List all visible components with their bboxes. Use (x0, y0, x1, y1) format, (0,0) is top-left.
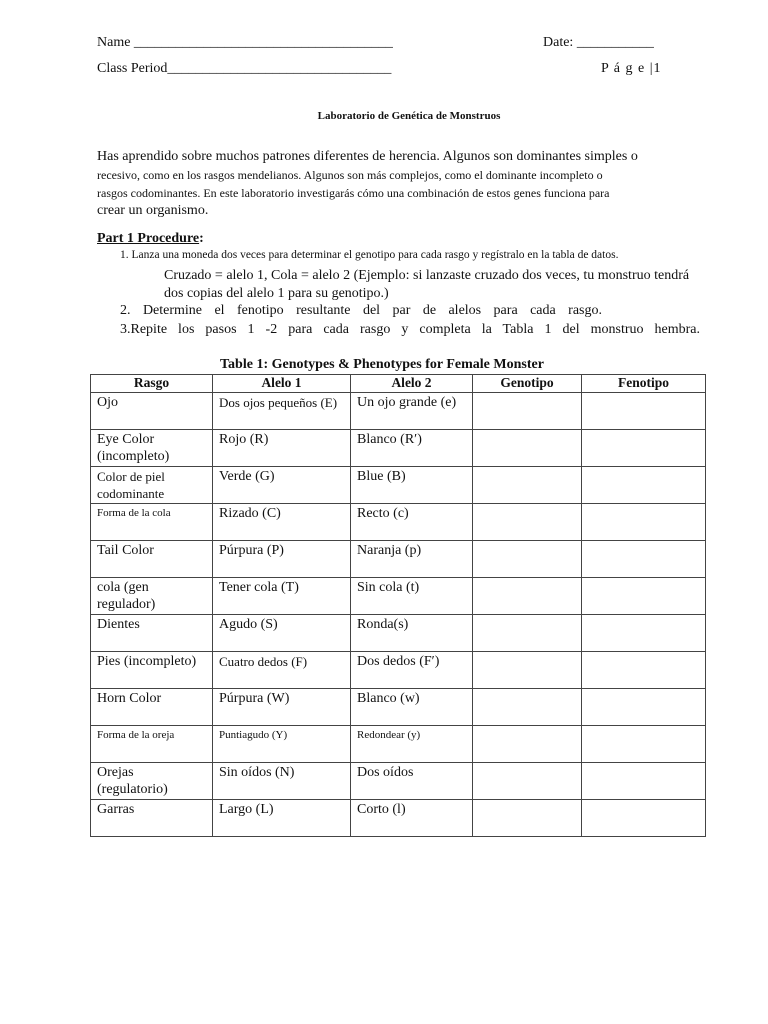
fenotipo-cell[interactable] (582, 504, 706, 541)
intro-line-1: Has aprendido sobre muchos patrones diferentes de herencia. Algunos son dominantes simples o (97, 149, 638, 164)
alelo2-cell: Un ojo grande (e) (351, 393, 473, 430)
procedure-heading-text: Part 1 Procedure (97, 231, 200, 246)
table-row (91, 652, 706, 689)
col-header-genotipo: Genotipo (473, 375, 582, 393)
table-row (91, 615, 706, 652)
alelo1-cell: Dos ojos pequeños (E) (213, 393, 351, 430)
alelo2-cell: Naranja (p) (351, 541, 473, 578)
genotipo-cell[interactable] (473, 615, 582, 652)
rasgo-cell: Color de piel codominante (91, 467, 213, 504)
col-header-rasgo: Rasgo (91, 375, 213, 393)
alelo1-cell: Rizado (C) (213, 504, 351, 541)
procedure-step-1-detail: Cruzado = alelo 1, Cola = alelo 2 (Ejemplo: si lanzaste cruzado dos veces, tu monstruo tendrá dos copias del alelo 1 para su genotipo.) (164, 268, 690, 301)
rasgo-cell: Forma de la oreja (91, 726, 213, 763)
rasgo-cell: Forma de la cola (91, 504, 213, 541)
genotipo-cell[interactable] (473, 726, 582, 763)
fenotipo-cell[interactable] (582, 541, 706, 578)
table-row (91, 689, 706, 726)
alelo1-cell: Largo (L) (213, 800, 351, 837)
alelo1-cell: Rojo (R) (213, 430, 351, 467)
fenotipo-cell[interactable] (582, 763, 706, 800)
table-row (91, 541, 706, 578)
procedure-step-2: 2. Determine el fenotipo resultante del par de alelos para cada rasgo. (120, 303, 602, 318)
date-field[interactable]: Date: ___________ (543, 35, 654, 50)
alelo1-cell: Agudo (S) (213, 615, 351, 652)
rasgo-cell: Eye Color (incompleto) (91, 430, 213, 467)
table-caption: Table 1: Genotypes & Phenotypes for Female Monster (220, 357, 544, 372)
alelo2-cell: Dos oídos (351, 763, 473, 800)
genotipo-cell[interactable] (473, 504, 582, 541)
alelo2-cell: Corto (l) (351, 800, 473, 837)
rasgo-cell: Garras (91, 800, 213, 837)
table-row (91, 504, 706, 541)
procedure-heading (97, 231, 204, 247)
alelo1-cell: Verde (G) (213, 467, 351, 504)
alelo1-cell: Púrpura (W) (213, 689, 351, 726)
intro-line-3: rasgos codominantes. En este laboratorio investigarás cómo una combinación de estos genes funciona para (97, 186, 610, 200)
table-row (91, 726, 706, 763)
alelo2-cell: Redondear (y) (351, 726, 473, 763)
table-row (91, 430, 706, 467)
col-header-fenotipo: Fenotipo (582, 375, 706, 393)
alelo2-cell: Ronda(s) (351, 615, 473, 652)
rasgo-cell: Pies (incompleto) (91, 652, 213, 689)
fenotipo-cell[interactable] (582, 393, 706, 430)
alelo1-cell: Cuatro dedos (F) (213, 652, 351, 689)
col-header-alelo2: Alelo 2 (351, 375, 473, 393)
fenotipo-cell[interactable] (582, 615, 706, 652)
fenotipo-cell[interactable] (582, 430, 706, 467)
genotipo-cell[interactable] (473, 467, 582, 504)
fenotipo-cell[interactable] (582, 726, 706, 763)
name-field[interactable]: Name _____________________________________ (97, 35, 393, 50)
table-row (91, 578, 706, 615)
class-period-field[interactable]: Class Period________________________________ (97, 61, 392, 76)
alelo1-cell: Sin oídos (N) (213, 763, 351, 800)
alelo2-cell: Dos dedos (F′) (351, 652, 473, 689)
alelo2-cell: Blanco (w) (351, 689, 473, 726)
genotipo-cell[interactable] (473, 541, 582, 578)
fenotipo-cell[interactable] (582, 800, 706, 837)
fenotipo-cell[interactable] (582, 578, 706, 615)
rasgo-cell: Horn Color (91, 689, 213, 726)
document-title: Laboratorio de Genética de Monstruos (317, 110, 501, 122)
genotipo-cell[interactable] (473, 430, 582, 467)
procedure-heading-colon: : (199, 231, 204, 246)
table-row (91, 800, 706, 837)
table-row (91, 393, 706, 430)
alelo2-cell: Blanco (R′) (351, 430, 473, 467)
genotipo-cell[interactable] (473, 689, 582, 726)
rasgo-cell: Orejas (regulatorio) (91, 763, 213, 800)
rasgo-cell: Tail Color (91, 541, 213, 578)
alelo2-cell: Sin cola (t) (351, 578, 473, 615)
alelo2-cell: Blue (B) (351, 467, 473, 504)
procedure-step-1: 1. Lanza una moneda dos veces para determinar el genotipo para cada rasgo y regístralo en la tabla de datos. (120, 249, 619, 261)
genotipo-cell[interactable] (473, 763, 582, 800)
rasgo-cell: Ojo (91, 393, 213, 430)
intro-line-4: crear un organismo. (97, 203, 209, 218)
alelo1-cell: Tener cola (T) (213, 578, 351, 615)
intro-line-2: recesivo, como en los rasgos mendelianos. Algunos son más complejos, como el dominante incompleto o (97, 168, 603, 182)
alelo1-cell: Puntiagudo (Y) (213, 726, 351, 763)
fenotipo-cell[interactable] (582, 467, 706, 504)
table-header-row (91, 375, 706, 393)
genotipo-cell[interactable] (473, 800, 582, 837)
alelo2-cell: Recto (c) (351, 504, 473, 541)
intro-paragraph (97, 148, 687, 220)
rasgo-cell: cola (gen regulador) (91, 578, 213, 615)
genotipo-cell[interactable] (473, 393, 582, 430)
alelo1-cell: Púrpura (P) (213, 541, 351, 578)
rasgo-cell: Dientes (91, 615, 213, 652)
genotipo-cell[interactable] (473, 578, 582, 615)
fenotipo-cell[interactable] (582, 689, 706, 726)
genotipo-cell[interactable] (473, 652, 582, 689)
page-number: P á g e |1 (601, 61, 662, 76)
table-row (91, 763, 706, 800)
genotype-table (90, 374, 706, 837)
table-row (91, 467, 706, 504)
procedure-step-3: 3.Repite los pasos 1 -2 para cada rasgo y completa la Tabla 1 del monstruo hembra. (120, 322, 700, 337)
fenotipo-cell[interactable] (582, 652, 706, 689)
col-header-alelo1: Alelo 1 (213, 375, 351, 393)
